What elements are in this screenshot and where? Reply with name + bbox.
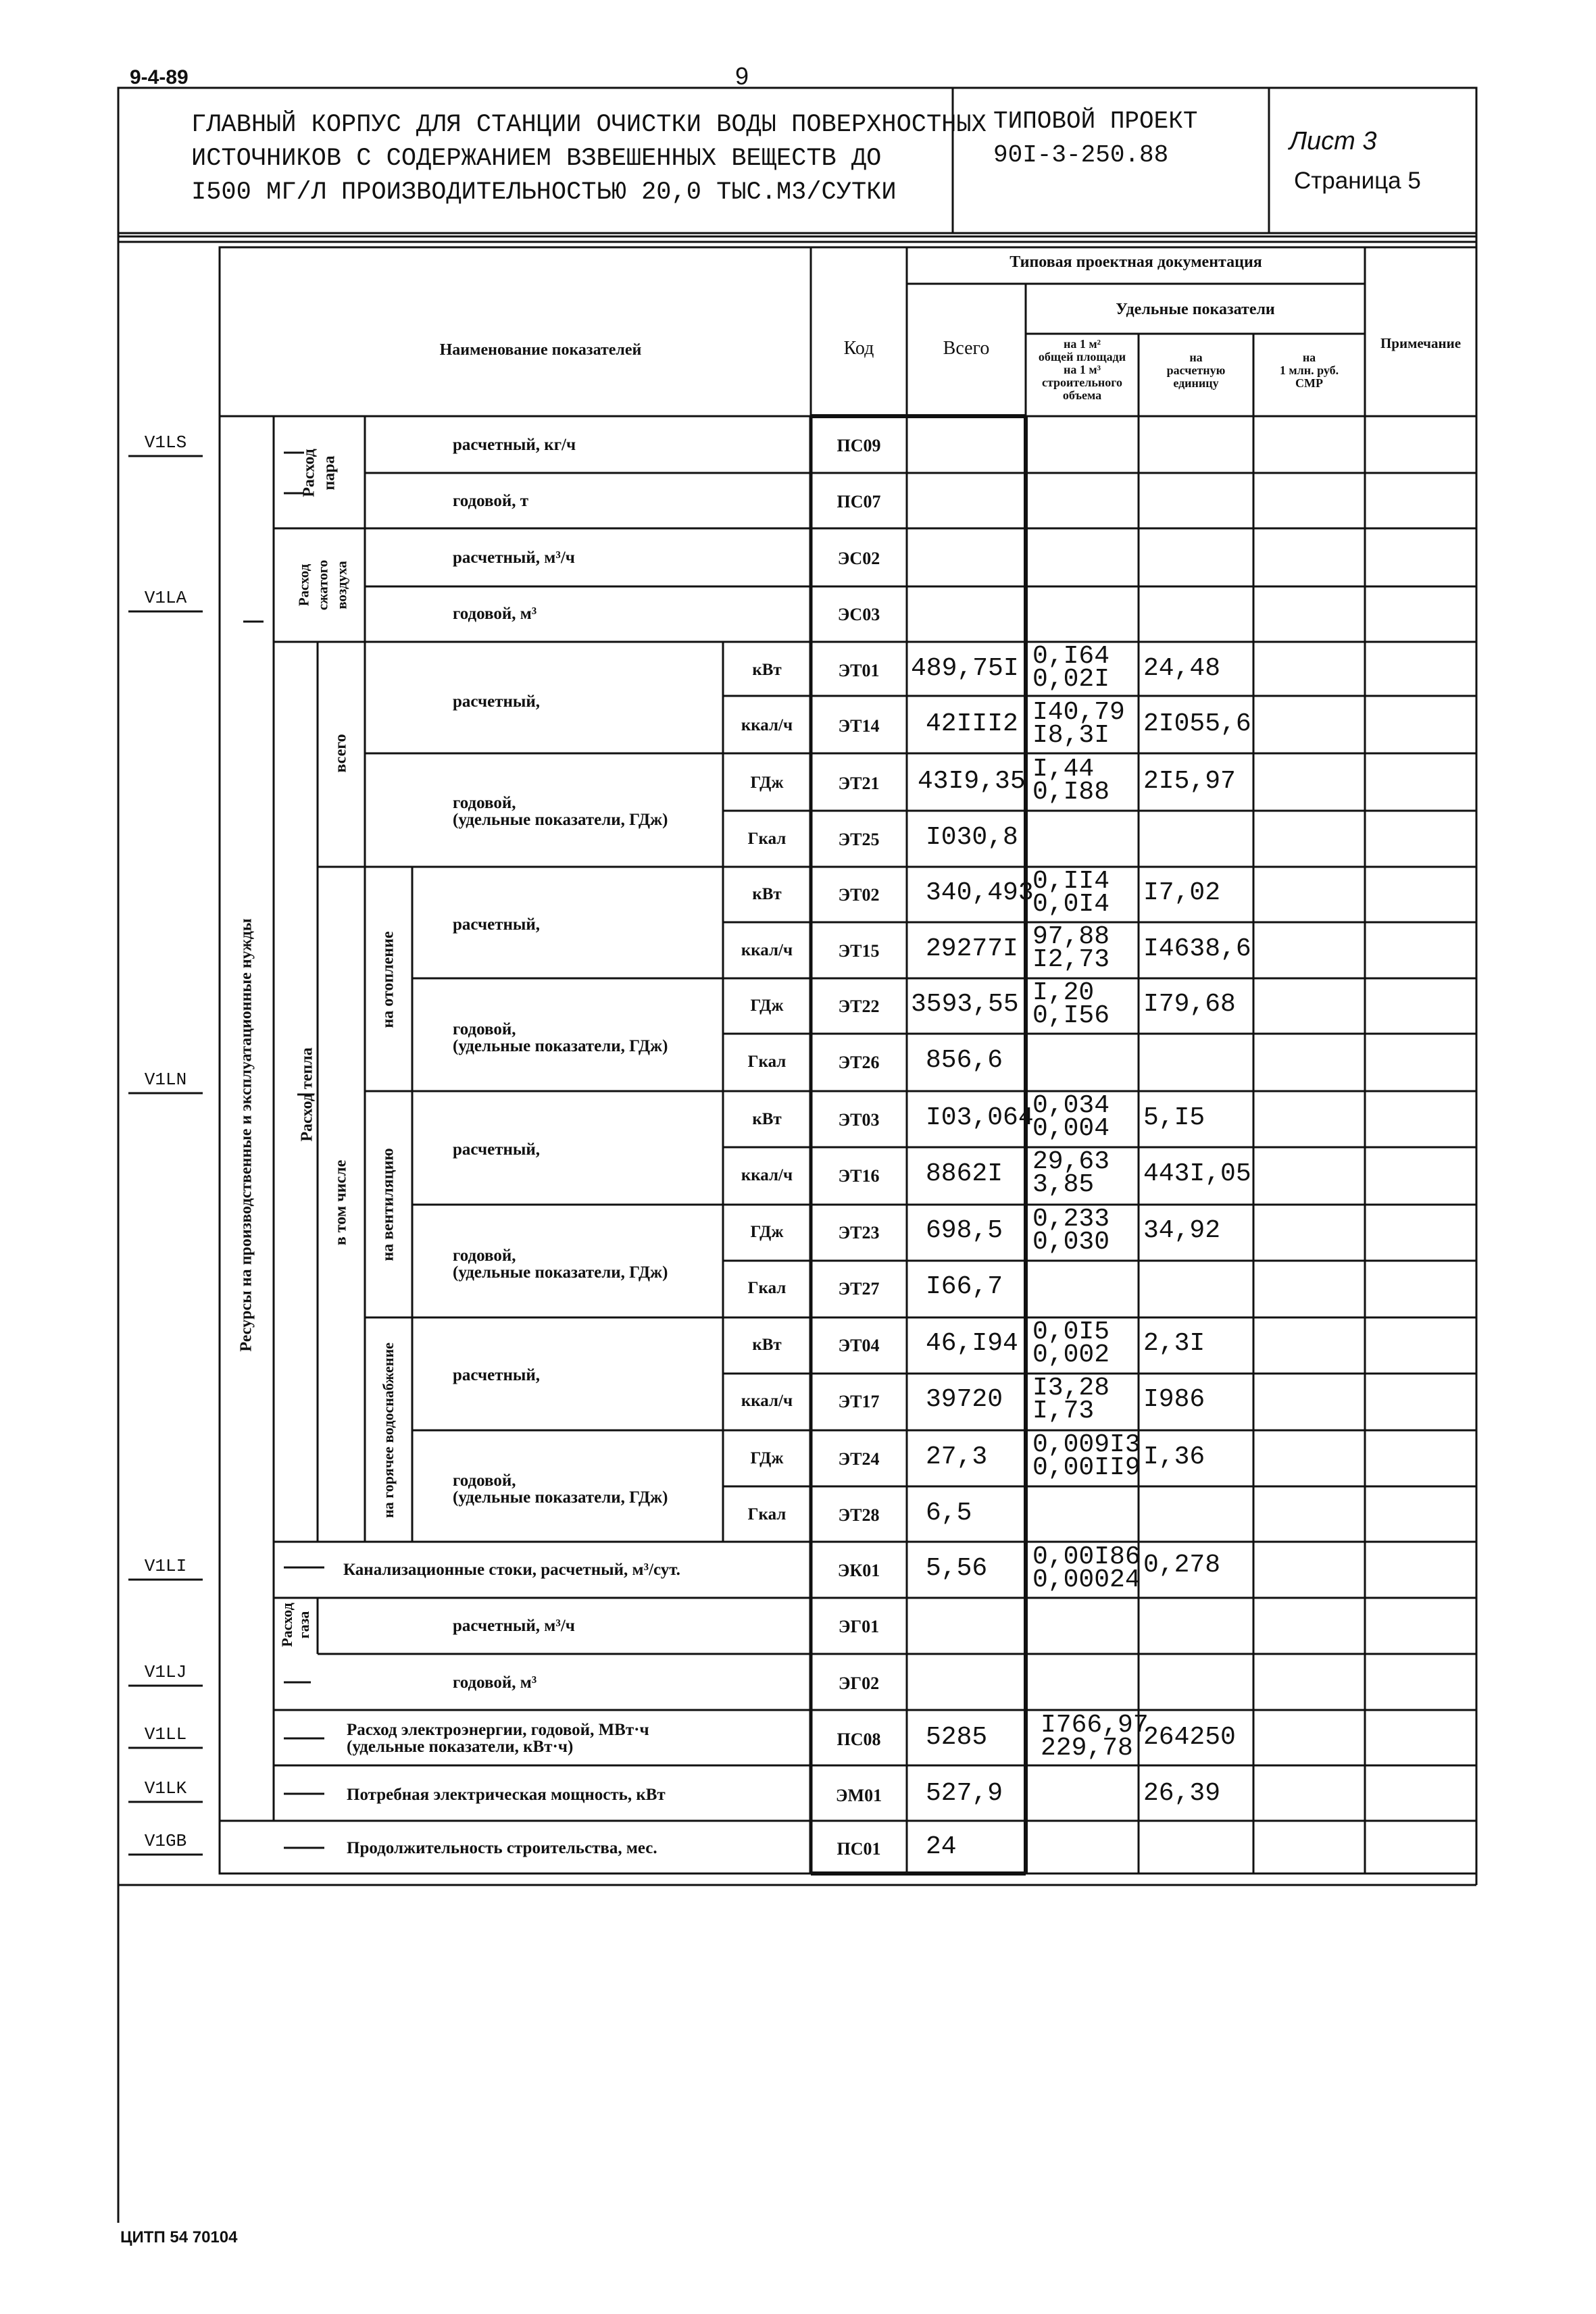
- vlabel-hot-water: на горячее водоснабжение: [380, 1342, 397, 1518]
- merged-annual-note: (удельные показатели, ГДж): [453, 1488, 668, 1507]
- unit: Гкал: [747, 1053, 787, 1071]
- vlabel-in-total: всего: [332, 734, 350, 773]
- unit: ккал/ч: [741, 941, 793, 959]
- doc-code: 9-4-89: [130, 66, 189, 89]
- header-per-m2: на 1 м² общей площади на 1 м³ строительного объема: [1038, 337, 1126, 402]
- merged-calc: расчетный,: [453, 693, 541, 711]
- row-name: годовой, м³: [453, 1674, 537, 1692]
- total: 698,5: [926, 1216, 1003, 1245]
- row-name: Канализационные стоки, расчетный, м³/сут.: [343, 1561, 680, 1579]
- spec-m2: 0,034 0,004: [1032, 1091, 1110, 1143]
- row-name: Расход электроэнергии, годовой, МВт·ч: [347, 1721, 649, 1739]
- spec-unit: 5,I5: [1143, 1103, 1205, 1132]
- title-line-2: ИСТОЧНИКОВ С СОДЕРЖАНИЕМ ВЗВЕШЕННЫХ ВЕЩЕСТВ ДО: [191, 145, 882, 173]
- merged-annual: годовой,: [453, 1247, 516, 1265]
- merged-calc: расчетный,: [453, 1366, 541, 1384]
- merged-annual: годовой,: [453, 1472, 516, 1490]
- code: ЭТ21: [838, 774, 880, 793]
- project-label: ТИПОВОЙ ПРОЕКТ: [993, 107, 1198, 135]
- total: 5,56: [926, 1554, 988, 1583]
- page-number: 9: [735, 62, 749, 90]
- code: ЭТ03: [838, 1110, 880, 1130]
- spec-unit: 2I5,97: [1143, 767, 1236, 796]
- title-line-3: I500 МГ/Л ПРОИЗВОДИТЕЛЬНОСТЬЮ 20,0 ТЫС.М3/СУТКИ: [191, 178, 897, 207]
- code: ЭТ25: [838, 830, 880, 849]
- code: ЭТ26: [838, 1053, 880, 1072]
- unit: ГДж: [750, 997, 784, 1015]
- side-label: V1LS: [144, 432, 187, 453]
- code: ЭС02: [837, 549, 880, 568]
- code: ЭС03: [837, 605, 880, 624]
- row-name: расчетный, м³/ч: [453, 1617, 575, 1635]
- sheet-label: Лист 3: [1289, 127, 1377, 155]
- header-specific: Удельные показатели: [1116, 301, 1275, 318]
- vlabel-ventilation: на вентиляцию: [379, 1148, 397, 1261]
- code: ЭГ02: [838, 1674, 880, 1693]
- vlabel-in-which: в том числе: [332, 1159, 350, 1246]
- row-name: расчетный, м³/ч: [453, 549, 575, 567]
- unit: кВт: [752, 1110, 782, 1128]
- unit: ГДж: [750, 1223, 784, 1241]
- header-note: Примечание: [1380, 335, 1462, 351]
- header-per-mln: на 1 млн. руб. СМР: [1279, 351, 1339, 390]
- side-label: V1LL: [144, 1724, 187, 1744]
- code: ПС07: [837, 492, 881, 511]
- code: ЭТ14: [838, 716, 880, 736]
- code: ЭГ01: [838, 1617, 880, 1636]
- unit: ккал/ч: [741, 1166, 793, 1184]
- footer-code: ЦИТП 54 70104: [120, 2228, 238, 2246]
- total: 340,493: [926, 878, 1034, 907]
- total: 3593,55: [911, 990, 1019, 1019]
- spec-unit: 0,278: [1143, 1551, 1221, 1580]
- spec-unit: 34,92: [1143, 1216, 1221, 1245]
- spec-unit: 443I,05: [1143, 1159, 1251, 1188]
- code: ЭМ01: [835, 1786, 882, 1805]
- side-label: V1LA: [144, 588, 187, 608]
- vlabel-air-c: воздуха: [333, 561, 350, 609]
- code: ЭТ16: [838, 1166, 880, 1186]
- code: ЭТ24: [838, 1449, 880, 1469]
- total: 43I9,35: [918, 767, 1026, 796]
- code: ЭТ01: [838, 661, 880, 680]
- vlabel-gas-a: Расход: [278, 1603, 295, 1647]
- header-name: Наименование показателей: [439, 341, 642, 359]
- merged-annual: годовой,: [453, 794, 516, 812]
- vlabel-gas-b: газа: [295, 1611, 312, 1639]
- total: 527,9: [926, 1779, 1003, 1808]
- total: 46,I94: [926, 1329, 1018, 1358]
- page-label: Страница 5: [1294, 168, 1421, 194]
- title-line-1: ГЛАВНЫЙ КОРПУС ДЛЯ СТАНЦИИ ОЧИСТКИ ВОДЫ ПОВЕРХНОСТНЫХ: [191, 111, 987, 139]
- spec-unit: 2,3I: [1143, 1329, 1205, 1358]
- total: 6,5: [926, 1499, 972, 1528]
- spec-unit: 2I055,6: [1143, 709, 1251, 738]
- vlabel-air-a: Расход: [295, 563, 312, 607]
- total: 489,75I: [911, 654, 1019, 683]
- spec-unit: I,36: [1143, 1442, 1205, 1472]
- vlabel-steam-b: пара: [320, 455, 339, 491]
- vlabel-air-b: сжатого: [314, 559, 331, 611]
- side-label: V1LJ: [144, 1662, 187, 1682]
- code: ЭТ15: [838, 941, 880, 961]
- spec-m2: 0,0I5 0,002: [1032, 1317, 1110, 1369]
- header-group: Типовая проектная документация: [1009, 253, 1262, 271]
- title: [191, 108, 987, 209]
- merged-annual-note: (удельные показатели, ГДж): [453, 811, 668, 829]
- spec-m2: I3,28 I,73: [1032, 1374, 1110, 1426]
- unit: кВт: [752, 661, 782, 679]
- vlabel-heating: на отопление: [379, 931, 397, 1028]
- code: ЭТ17: [838, 1392, 880, 1411]
- spec-unit: 264250: [1143, 1723, 1236, 1752]
- vlabel-resources: Ресурсы на производственные и эксплуатационные нужды: [237, 918, 255, 1352]
- row-name: годовой, м³: [453, 605, 537, 623]
- spec-unit: 24,48: [1143, 654, 1221, 683]
- side-label: V1GB: [144, 1831, 187, 1851]
- unit: кВт: [752, 885, 782, 903]
- unit: Гкал: [747, 830, 787, 848]
- row-name: расчетный, кг/ч: [453, 436, 576, 454]
- merged-annual-note: (удельные показатели, ГДж): [453, 1263, 668, 1282]
- vlabel-heat: Расход тепла: [298, 1047, 316, 1142]
- header-per-unit: на расчетную единицу: [1166, 351, 1226, 390]
- unit: ккал/ч: [741, 716, 793, 734]
- side-label: V1LK: [144, 1778, 187, 1799]
- total: 27,3: [926, 1442, 988, 1472]
- code: ЭТ23: [838, 1223, 880, 1242]
- total: I03,064: [926, 1103, 1034, 1132]
- code: ЭТ02: [838, 885, 880, 905]
- spec-m2: 0,II4 0,0I4: [1032, 867, 1110, 919]
- spec-m2: I766,97 229,78: [1041, 1711, 1149, 1763]
- total: 8862I: [926, 1159, 1003, 1188]
- unit: ккал/ч: [741, 1392, 793, 1410]
- side-label: V1LN: [144, 1070, 187, 1090]
- spec-unit: I7,02: [1143, 878, 1221, 907]
- row-name: Потребная электрическая мощность, кВт: [347, 1786, 666, 1804]
- merged-annual: годовой,: [453, 1020, 516, 1038]
- code: ПС09: [837, 436, 881, 455]
- spec-m2: I40,79 I8,3I: [1032, 698, 1125, 750]
- header-total: Всего: [943, 338, 990, 359]
- total: 24: [926, 1832, 957, 1861]
- unit: ГДж: [750, 1449, 784, 1467]
- code: ПС08: [837, 1730, 881, 1749]
- header-code: Код: [843, 338, 874, 359]
- unit: Гкал: [747, 1279, 787, 1297]
- spec-m2: 0,233 0,030: [1032, 1205, 1110, 1257]
- total: 29277I: [926, 934, 1018, 963]
- total: 39720: [926, 1385, 1003, 1414]
- code: ЭТ04: [838, 1336, 880, 1355]
- spec-m2: 0,009I3 0,00II9: [1032, 1430, 1141, 1482]
- code: ЭК01: [837, 1561, 880, 1580]
- total: 5285: [926, 1723, 988, 1752]
- project-number: 90I-3-250.88: [993, 141, 1169, 169]
- total: 42III2: [926, 709, 1018, 738]
- code: ЭТ27: [838, 1279, 880, 1299]
- code: ЭТ22: [838, 997, 880, 1016]
- row-name: (удельные показатели, кВт·ч): [347, 1738, 574, 1756]
- spec-m2: I,20 0,I56: [1032, 978, 1110, 1030]
- row-name: годовой, т: [453, 492, 529, 510]
- total: I66,7: [926, 1272, 1003, 1301]
- merged-calc: расчетный,: [453, 915, 541, 934]
- spec-m2: I,44 0,I88: [1032, 755, 1110, 807]
- merged-calc: расчетный,: [453, 1140, 541, 1159]
- row-name: Продолжительность строительства, мес.: [347, 1839, 657, 1857]
- spec-m2: 97,88 I2,73: [1032, 922, 1110, 974]
- code: ЭТ28: [838, 1505, 880, 1525]
- unit: Гкал: [747, 1505, 787, 1524]
- unit: кВт: [752, 1336, 782, 1354]
- spec-unit: I4638,6: [1143, 934, 1251, 963]
- spec-m2: 29,63 3,85: [1032, 1147, 1110, 1199]
- side-label: V1LI: [144, 1556, 187, 1576]
- code: ПС01: [837, 1839, 881, 1859]
- vlabel-steam-a: Расход: [300, 449, 318, 497]
- spec-unit: I79,68: [1143, 990, 1236, 1019]
- unit: ГДж: [750, 774, 784, 792]
- spec-unit: 26,39: [1143, 1779, 1221, 1808]
- spec-unit: I986: [1143, 1385, 1205, 1414]
- merged-annual-note: (удельные показатели, ГДж): [453, 1037, 668, 1055]
- total: 856,6: [926, 1046, 1003, 1075]
- spec-m2: 0,00I86 0,00024: [1032, 1542, 1141, 1594]
- total: I030,8: [926, 823, 1018, 852]
- spec-m2: 0,I64 0,02I: [1032, 642, 1110, 694]
